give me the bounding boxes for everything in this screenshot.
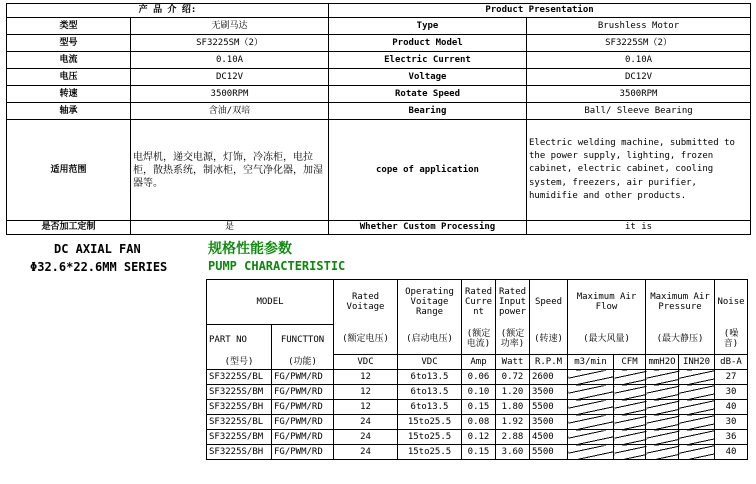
- en-label: Product Model: [329, 35, 527, 52]
- noise-cell: 27: [715, 370, 748, 385]
- en-value: Electric welding machine, submitted to the power supply, lighting, frozen cabinet, electric cabinet, cooling system, freezers, air purifier, humidifie and other products.: [527, 120, 751, 221]
- spec-row: [207, 385, 748, 400]
- en-value: it is: [527, 221, 751, 235]
- cn-value: 含油/双培: [131, 103, 329, 120]
- empty-hatched-cell: [679, 415, 715, 430]
- pressure-unit-inh2o: INH20: [679, 355, 715, 370]
- noise-cell: 30: [715, 415, 748, 430]
- max-air-flow-cn: (最大风量): [568, 325, 646, 355]
- noise-cn: (噪音): [715, 325, 748, 355]
- part-no-cell: SF3225S/BL: [207, 415, 272, 430]
- range-cell: 6to13.5: [398, 385, 462, 400]
- operating-range-cn: (启动电压): [398, 325, 462, 355]
- series-line-2: Φ32.6*22.6MM SERIES: [30, 260, 168, 274]
- cn-label: 型号: [7, 35, 131, 52]
- power-cell: 3.60: [496, 445, 530, 460]
- function-cell: FG/PWM/RD: [272, 370, 334, 385]
- current-unit: Amp: [462, 355, 496, 370]
- current-cell: 0.15: [462, 445, 496, 460]
- cn-label: 类型: [7, 18, 131, 35]
- speed-header: Speed: [530, 280, 568, 325]
- power-unit: Watt: [496, 355, 530, 370]
- range-cell: 15to25.5: [398, 430, 462, 445]
- current-cell: 0.12: [462, 430, 496, 445]
- empty-hatched-cell: [679, 445, 715, 460]
- empty-hatched-cell: [646, 385, 679, 400]
- power-cell: 2.88: [496, 430, 530, 445]
- en-value: Brushless Motor: [527, 18, 751, 35]
- en-label: Voltage: [329, 69, 527, 86]
- spec-row: [207, 445, 748, 460]
- speed-cell: 5500: [530, 400, 568, 415]
- empty-hatched-cell: [646, 370, 679, 385]
- empty-hatched-cell: [679, 370, 715, 385]
- operating-range-header: Operating Voitage Range: [398, 280, 462, 325]
- part-no-header: PART NO: [207, 325, 272, 355]
- range-cell: 6to13.5: [398, 370, 462, 385]
- en-label: Rotate Speed: [329, 86, 527, 103]
- empty-hatched-cell: [614, 385, 646, 400]
- spec-subheader-row: [207, 325, 748, 355]
- current-cell: 0.15: [462, 400, 496, 415]
- product-header-cn: 产 品 介 绍:: [7, 4, 329, 18]
- empty-hatched-cell: [614, 400, 646, 415]
- pressure-unit-mmh2o: mmH2O: [646, 355, 679, 370]
- empty-hatched-cell: [679, 430, 715, 445]
- rated-current-header: Rated Curre nt: [462, 280, 496, 325]
- part-no-cell: SF3225S/BH: [207, 445, 272, 460]
- empty-hatched-cell: [646, 400, 679, 415]
- empty-hatched-cell: [614, 430, 646, 445]
- part-no-cell: SF3225S/BH: [207, 400, 272, 415]
- cn-value: 3500RPM: [131, 86, 329, 103]
- spec-row: [207, 400, 748, 415]
- power-cell: 1.92: [496, 415, 530, 430]
- rated-voltage-header: Rated Voitage: [334, 280, 398, 325]
- rated-current-cn: (额定电流): [462, 325, 496, 355]
- en-label: Bearing: [329, 103, 527, 120]
- cn-value: DC12V: [131, 69, 329, 86]
- spec-row: [207, 415, 748, 430]
- part-no-cell: SF3225S/BM: [207, 385, 272, 400]
- empty-hatched-cell: [679, 385, 715, 400]
- cn-value: 电焊机，递交电源，灯饰，冷冻柜，电拉柜，散热系统，制冰柜，空气净化器，加湿器等。: [131, 120, 329, 221]
- cn-value: 0.10A: [131, 52, 329, 69]
- rated-voltage-cn: (额定电压): [334, 325, 398, 355]
- en-value: SF3225SM（2）: [527, 35, 751, 52]
- spec-header-row: [207, 280, 748, 325]
- cn-value: 无刷马达: [131, 18, 329, 35]
- current-cell: 0.06: [462, 370, 496, 385]
- spec-title-en: PUMP CHARACTERISTIC: [208, 259, 346, 273]
- max-air-pressure-cn: (最大静压): [646, 325, 715, 355]
- series-line-1: DC AXIAL FAN: [54, 242, 141, 256]
- model-header: MODEL: [207, 280, 334, 325]
- en-value: DC12V: [527, 69, 751, 86]
- empty-hatched-cell: [679, 400, 715, 415]
- function-cell: FG/PWM/RD: [272, 415, 334, 430]
- noise-unit: dB-A: [715, 355, 748, 370]
- air-flow-unit-m3: m3/min: [568, 355, 614, 370]
- product-row: [7, 69, 751, 86]
- range-cell: 15to25.5: [398, 445, 462, 460]
- rated-power-cn: (额定功率): [496, 325, 530, 355]
- max-air-pressure-header: Maximum Air Pressure: [646, 280, 715, 325]
- en-label: cope of application: [329, 120, 527, 221]
- power-cell: 0.72: [496, 370, 530, 385]
- spec-row: [207, 370, 748, 385]
- noise-cell: 30: [715, 385, 748, 400]
- empty-hatched-cell: [646, 445, 679, 460]
- noise-cell: 40: [715, 445, 748, 460]
- empty-hatched-cell: [614, 415, 646, 430]
- product-row: [7, 120, 751, 221]
- speed-cell: 5500: [530, 445, 568, 460]
- cn-label: 电压: [7, 69, 131, 86]
- voltage-cell: 12: [334, 385, 398, 400]
- function-cell: FG/PWM/RD: [272, 400, 334, 415]
- product-row: [7, 18, 751, 35]
- empty-hatched-cell: [568, 430, 614, 445]
- cn-label: 是否加工定制: [7, 221, 131, 235]
- cn-label: 适用范围: [7, 120, 131, 221]
- empty-hatched-cell: [614, 370, 646, 385]
- speed-cell: 2600: [530, 370, 568, 385]
- empty-hatched-cell: [614, 445, 646, 460]
- function-cell: FG/PWM/RD: [272, 385, 334, 400]
- product-row: [7, 86, 751, 103]
- function-cell: FG/PWM/RD: [272, 430, 334, 445]
- speed-cell: 3500: [530, 415, 568, 430]
- product-table: [6, 3, 751, 235]
- cn-label: 电流: [7, 52, 131, 69]
- product-row: [7, 52, 751, 69]
- empty-hatched-cell: [568, 385, 614, 400]
- function-cell: FG/PWM/RD: [272, 445, 334, 460]
- power-cell: 1.20: [496, 385, 530, 400]
- empty-hatched-cell: [646, 415, 679, 430]
- speed-cn: (转速): [530, 325, 568, 355]
- empty-hatched-cell: [646, 430, 679, 445]
- product-row: [7, 103, 751, 120]
- function-unit: (功能): [272, 355, 334, 370]
- rated-power-header: Rated Input power: [496, 280, 530, 325]
- voltage-cell: 24: [334, 445, 398, 460]
- function-header: FUNCTTON: [272, 325, 334, 355]
- part-no-cell: SF3225S/BL: [207, 370, 272, 385]
- speed-cell: 4500: [530, 430, 568, 445]
- en-label: Type: [329, 18, 527, 35]
- empty-hatched-cell: [568, 400, 614, 415]
- product-header-row: [7, 4, 751, 18]
- en-label: Whether Custom Processing: [329, 221, 527, 235]
- cn-label: 轴承: [7, 103, 131, 120]
- product-row: [7, 35, 751, 52]
- part-no-unit: (型号): [207, 355, 272, 370]
- empty-hatched-cell: [568, 415, 614, 430]
- noise-cell: 40: [715, 400, 748, 415]
- voltage-cell: 24: [334, 415, 398, 430]
- en-value: 0.10A: [527, 52, 751, 69]
- part-no-cell: SF3225S/BM: [207, 430, 272, 445]
- cn-label: 转速: [7, 86, 131, 103]
- speed-cell: 3500: [530, 385, 568, 400]
- voltage-cell: 12: [334, 370, 398, 385]
- operating-range-unit: VDC: [398, 355, 462, 370]
- spec-body: [207, 370, 748, 460]
- current-cell: 0.10: [462, 385, 496, 400]
- en-value: 3500RPM: [527, 86, 751, 103]
- power-cell: 1.80: [496, 400, 530, 415]
- spec-row: [207, 430, 748, 445]
- current-cell: 0.08: [462, 415, 496, 430]
- en-value: Ball/ Sleeve Bearing: [527, 103, 751, 120]
- voltage-cell: 24: [334, 430, 398, 445]
- cn-value: 是: [131, 221, 329, 235]
- product-header-en: Product Presentation: [329, 4, 751, 18]
- empty-hatched-cell: [568, 445, 614, 460]
- voltage-cell: 12: [334, 400, 398, 415]
- en-label: Electric Current: [329, 52, 527, 69]
- speed-unit: R.P.M: [530, 355, 568, 370]
- max-air-flow-header: Maximum Air Flow: [568, 280, 646, 325]
- empty-hatched-cell: [568, 370, 614, 385]
- voltage-unit: VDC: [334, 355, 398, 370]
- range-cell: 6to13.5: [398, 400, 462, 415]
- spec-units-row: [207, 355, 748, 370]
- range-cell: 15to25.5: [398, 415, 462, 430]
- cn-value: SF3225SM（2）: [131, 35, 329, 52]
- noise-cell: 36: [715, 430, 748, 445]
- spec-title-cn: 规格性能参数: [208, 241, 292, 257]
- air-flow-unit-cfm: CFM: [614, 355, 646, 370]
- noise-header: Noise: [715, 280, 748, 325]
- spec-table: [206, 279, 748, 460]
- product-row: [7, 221, 751, 235]
